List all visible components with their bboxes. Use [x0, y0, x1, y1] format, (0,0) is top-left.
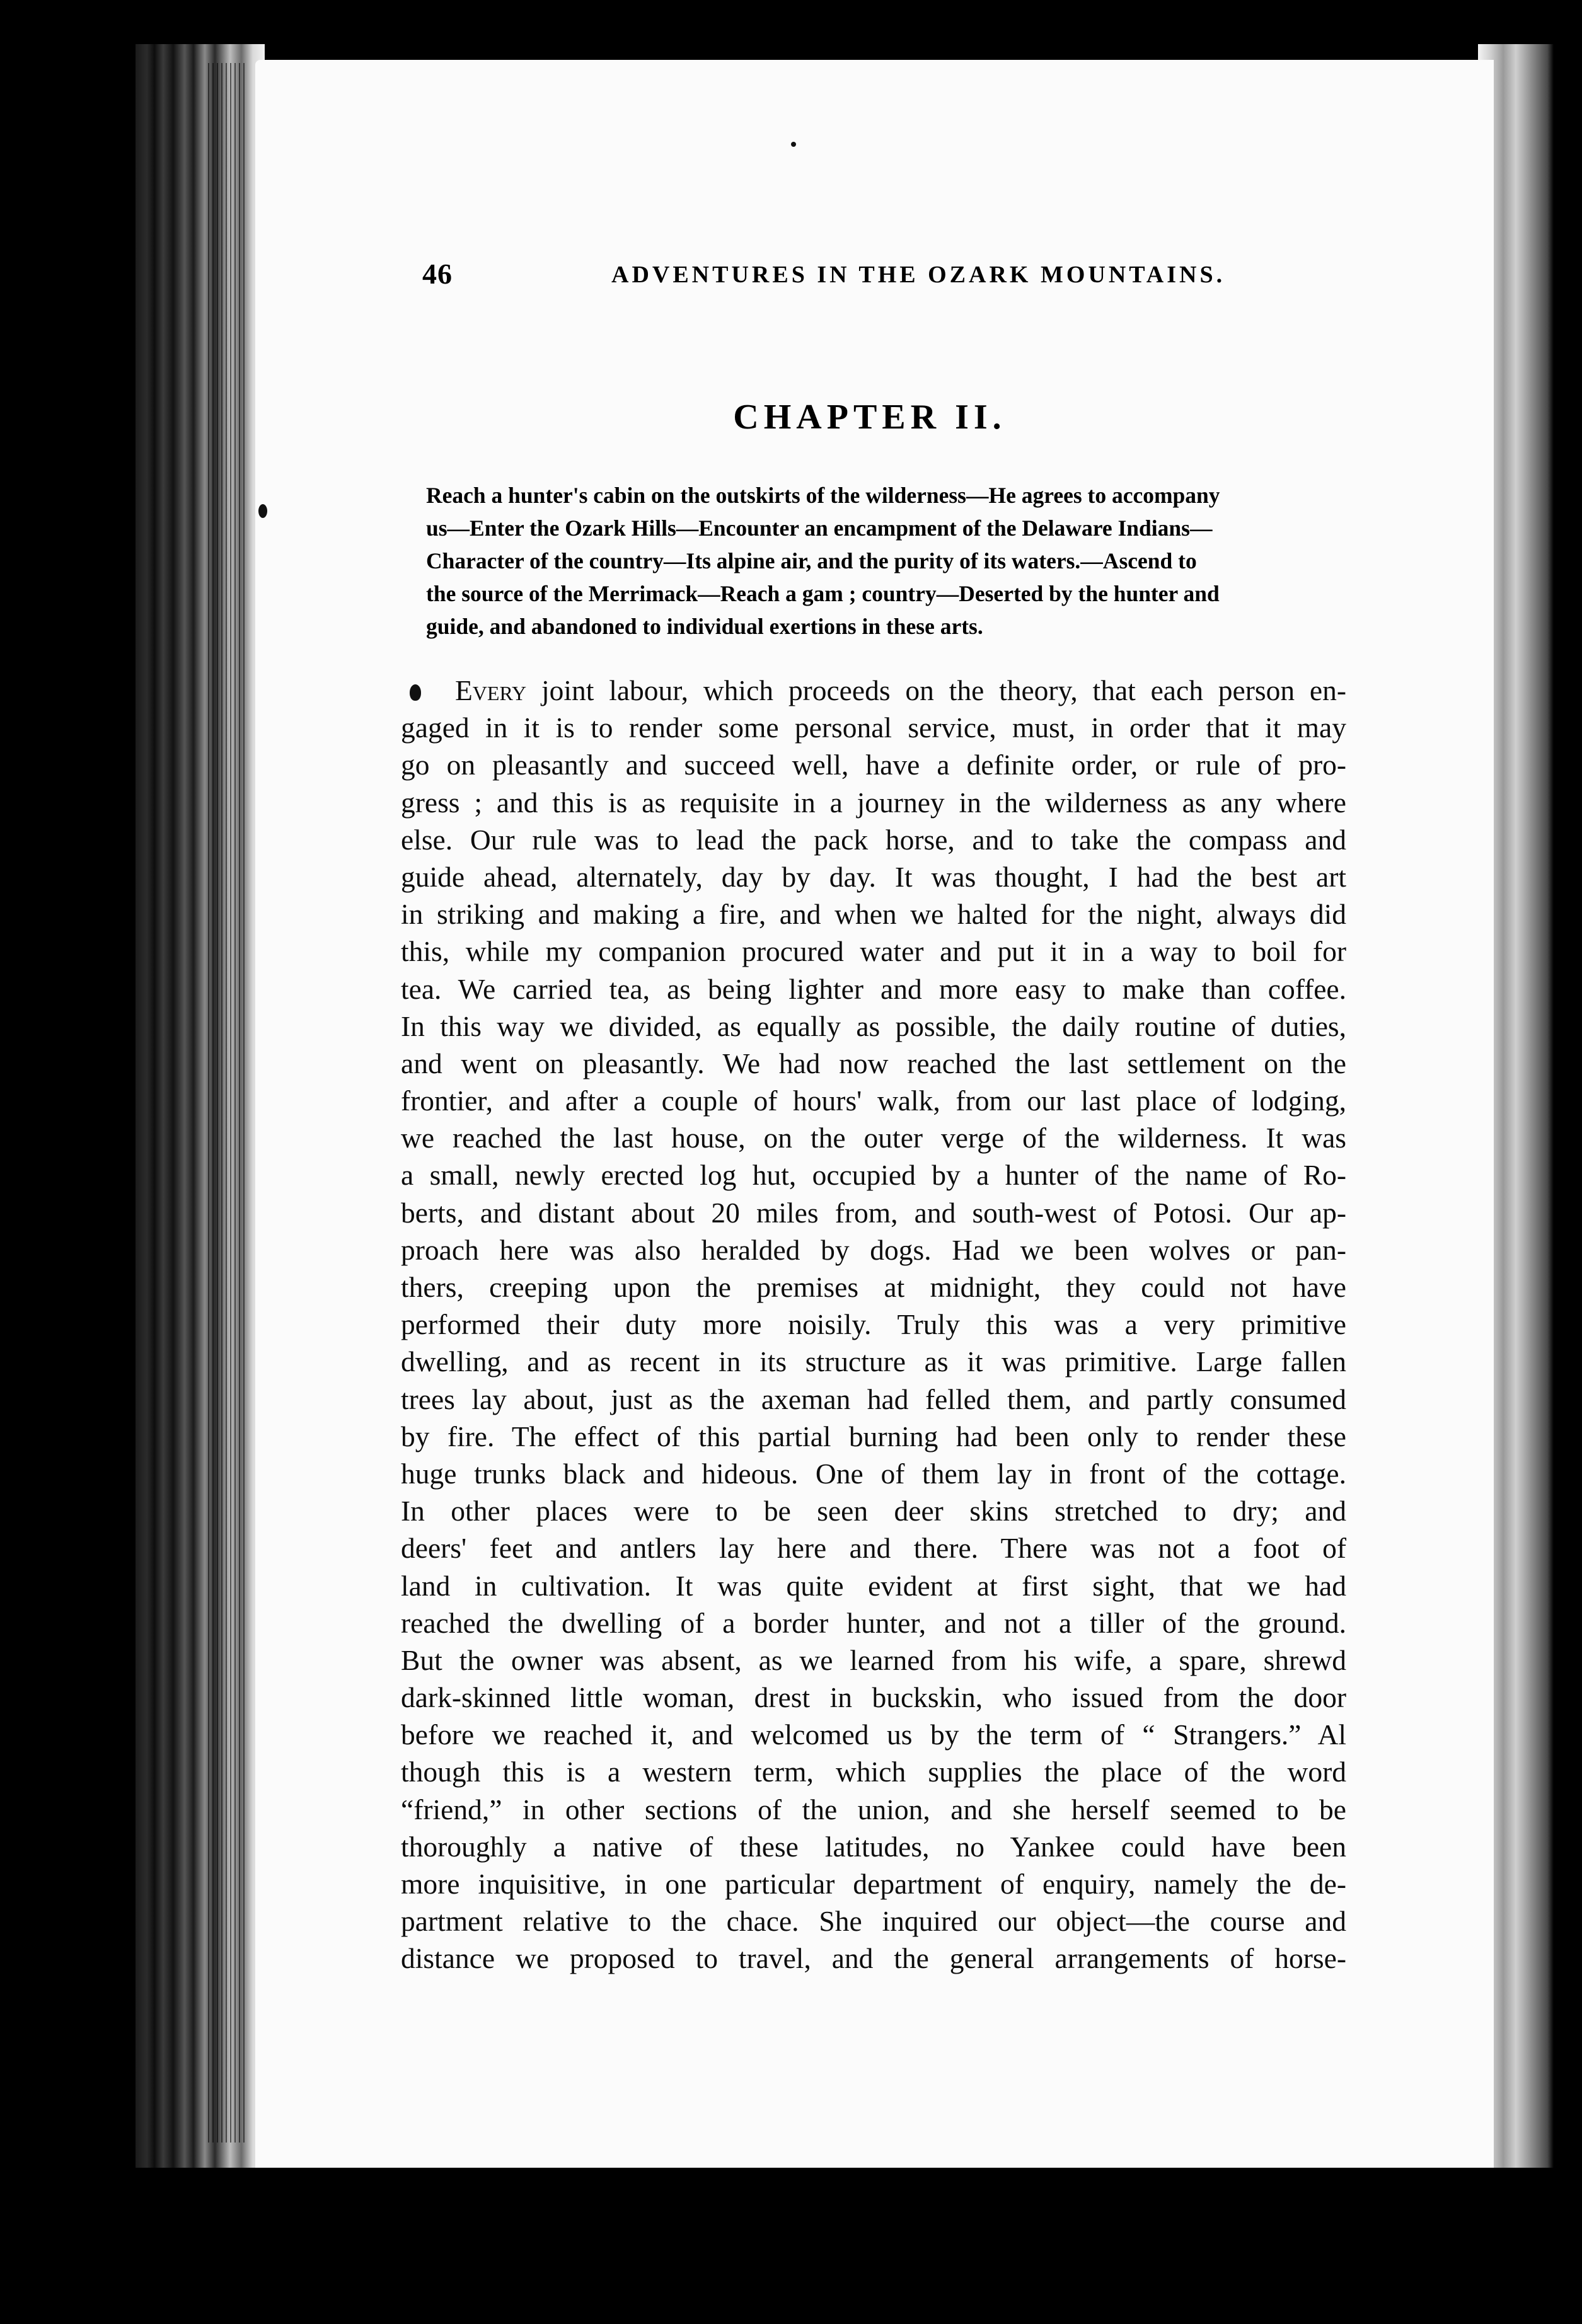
body-line: tea. We carried tea, as being lighter and more easy to make than coffee.: [401, 972, 1346, 1005]
first-line-text: joint labour, which proceeds on the theory, that each person en-: [526, 674, 1346, 706]
body-line: trees lay about, just as the axeman had felled them, and partly consumed: [401, 1383, 1346, 1415]
body-line: though this is a western term, which supplies the place of the word: [401, 1756, 1346, 1788]
body-line: and went on pleasantly. We had now reached the last settlement on the: [401, 1047, 1346, 1079]
body-line: guide ahead, alternately, day by day. It was thought, I had the best art: [401, 860, 1346, 893]
body-line: partment relative to the chace. She inquired our object—the course and: [401, 1905, 1346, 1938]
margin-ink-dot: [258, 504, 267, 518]
body-line: a small, newly erected log hut, occupied by a hunter of the name of Ro-: [401, 1159, 1346, 1192]
body-line-first: [401, 672, 1346, 709]
body-line: gress ; and this is as requisite in a journey in the wilderness as any where: [401, 786, 1346, 819]
body-line: we reached the last house, on the outer verge of the wilderness. It was: [401, 1122, 1346, 1154]
body-line: proach here was also heralded by dogs. Had we been wolves or pan-: [401, 1233, 1346, 1266]
body-line: performed their duty more noisily. Truly this was a very primitive: [401, 1308, 1346, 1341]
body-line: distance we proposed to travel, and the general arrangements of horse-: [401, 1942, 1346, 1975]
body-line: before we reached it, and welcomed us by the term of “ Strangers.” Al: [401, 1718, 1346, 1751]
body-line: else. Our rule was to lead the pack horse, and to take the compass and: [401, 823, 1346, 856]
synopsis-line: guide, and abandoned to individual exertions in these arts.: [426, 614, 983, 639]
body-line: this, while my companion procured water and put it in a way to boil for: [401, 935, 1346, 968]
body-line: deers' feet and antlers lay here and there. There was not a foot of: [401, 1532, 1346, 1565]
body-line: dwelling, and as recent in its structure as it was primitive. Large fallen: [401, 1345, 1346, 1378]
body-line: In other places were to be seen deer skins stretched to dry; and: [401, 1495, 1346, 1527]
body-line: reached the dwelling of a border hunter, and not a tiller of the ground.: [401, 1606, 1346, 1639]
body-line: go on pleasantly and succeed well, have a definite order, or rule of pro-: [401, 749, 1346, 781]
page-edge-stack: [208, 63, 246, 2143]
synopsis-line: Character of the country—Its alpine air, and the purity of its waters.—Ascend to: [426, 548, 1197, 573]
body-line: dark-skinned little woman, drest in buckskin, who issued from the door: [401, 1681, 1346, 1714]
page-header: [422, 257, 1248, 295]
synopsis-line: Reach a hunter's cabin on the outskirts of the wilderness—He agrees to accompany: [426, 483, 1220, 508]
chapter-synopsis: [426, 479, 1353, 643]
body-line: thers, creeping upon the premises at midnight, they could not have: [401, 1271, 1346, 1303]
drop-word: Every: [455, 674, 527, 706]
body-text: [401, 672, 1346, 1977]
body-line: land in cultivation. It was quite evident at first sight, that we had: [401, 1569, 1346, 1602]
body-line: frontier, and after a couple of hours' walk, from our last place of lodging,: [401, 1084, 1346, 1117]
body-line: But the owner was absent, as we learned from his wife, a spare, shrewd: [401, 1643, 1346, 1676]
body-line: berts, and distant about 20 miles from, and south-west of Potosi. Our ap-: [401, 1196, 1346, 1229]
body-line: In this way we divided, as equally as possible, the daily routine of duties,: [401, 1010, 1346, 1042]
chapter-title: CHAPTER II.: [733, 398, 1007, 437]
body-line: thoroughly a native of these latitudes, no Yankee could have been: [401, 1830, 1346, 1863]
margin-ink-dot: [791, 142, 796, 147]
page-number: 46: [422, 258, 453, 290]
body-line: huge trunks black and hideous. One of them lay in front of the cottage.: [401, 1457, 1346, 1490]
body-line: more inquisitive, in one particular department of enquiry, namely the de-: [401, 1868, 1346, 1900]
synopsis-line: us—Enter the Ozark Hills—Encounter an encampment of the Delaware Indians—: [426, 515, 1213, 541]
running-head: ADVENTURES IN THE OZARK MOUNTAINS.: [611, 262, 1226, 288]
body-line: in striking and making a fire, and when we halted for the night, always did: [401, 898, 1346, 931]
body-line: “friend,” in other sections of the union, and she herself seemed to be: [401, 1793, 1346, 1826]
body-line: gaged in it is to render some personal service, must, in order that it may: [401, 711, 1346, 744]
synopsis-line: the source of the Merrimack—Reach a gam ; country—Deserted by the hunter and: [426, 581, 1220, 606]
body-line: by fire. The effect of this partial burning had been only to render these: [401, 1420, 1346, 1452]
